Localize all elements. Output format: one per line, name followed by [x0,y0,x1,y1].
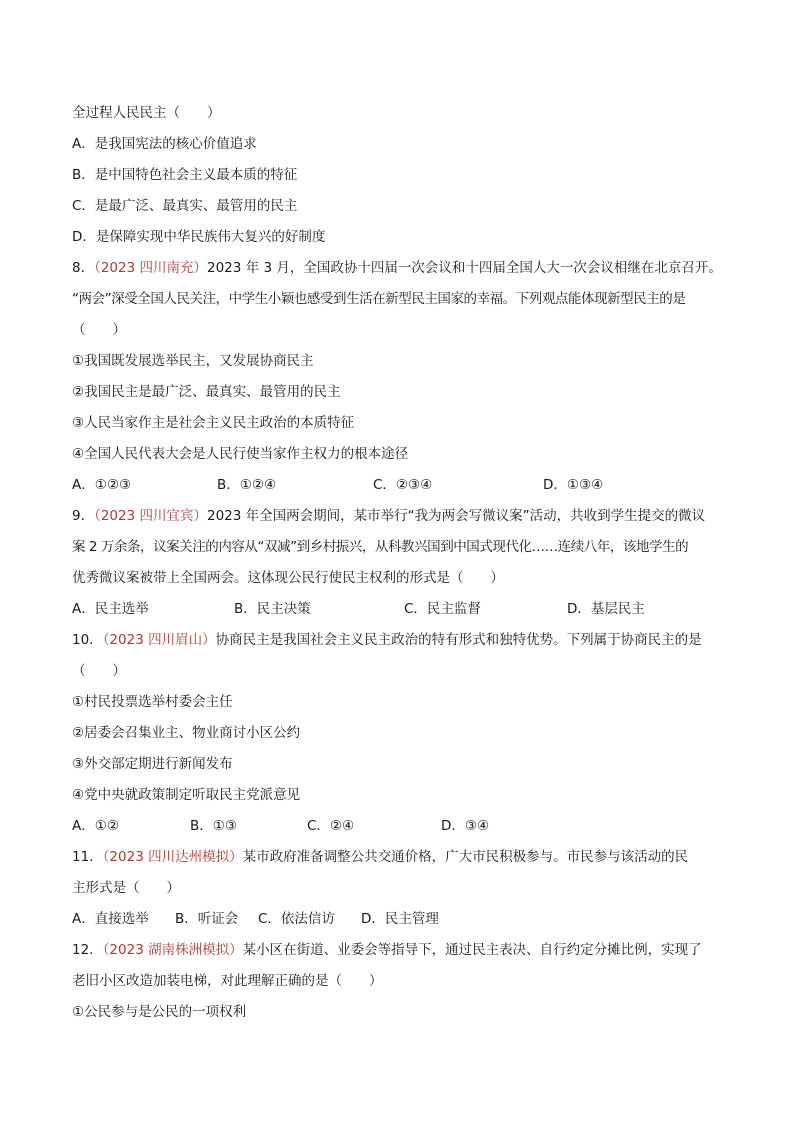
q11-option-c: C．依法信访 [258,911,335,927]
q10-line2: （ ） [72,663,126,679]
q9-number: 9． [72,508,95,524]
q10-text1: 协商民主是我国社会主义民主政治的特有形式和独特优势。下列属于协商民主的是 [215,632,702,648]
q7-option-a: A．是我国宪法的核心价值追求 [72,136,257,152]
q7-stem: 全过程人民民主（ ） [72,105,221,121]
q12-item-1: ①公民参与是公民的一项权利 [72,1004,247,1020]
q10-item-2: ②居委会召集业主、物业商讨小区公约 [72,725,301,741]
q11-line1 [72,842,732,873]
q8-options [72,470,732,501]
q11-option-b: B．听证会 [175,911,239,927]
q12-number: 12． [72,942,103,958]
q10-options [72,811,732,842]
q8-item-4: ④全国人民代表大会是人民行使当家作主权力的根本途径 [72,446,409,462]
q10-option-b: B．①③ [190,818,237,834]
q12-line2: 老旧小区改造加装电梯，对此理解正确的是（ ） [72,973,383,989]
q8-number: 8． [72,260,95,276]
q9-source: （2023 四川宜宾） [94,508,207,524]
q10-option-a: A．①② [72,818,119,834]
q10-option-c: C．②④ [307,818,355,834]
q12-text1: 某小区在街道、业委会等指导下，通过民主表决、自行约定分摊比例，实现了 [242,942,702,958]
q9-option-c: C．民主监督 [404,601,481,617]
q7-option-b: B．是中国特色社会主义最本质的特征 [72,167,298,183]
q11-source: （2023 四川达州模拟） [102,849,243,865]
q8-item-2: ②我国民主是最广泛、最真实、最管用的民主 [72,384,341,400]
q9-options [72,594,732,625]
q12-source: （2023 湖南株洲模拟） [102,942,243,958]
q9-option-b: B．民主决策 [234,601,311,617]
q10-option-d: D．③④ [441,818,490,834]
q9-line1 [72,501,732,532]
q8-option-c: C．②③④ [373,477,433,493]
q10-line1 [72,625,732,656]
document-page [72,98,732,1028]
q10-item-1: ①村民投票选举村委会主任 [72,694,233,710]
q10-number: 10． [72,632,103,648]
q8-line3: （ ） [72,322,126,338]
q7-option-d: D．是保障实现中华民族伟大复兴的好制度 [72,229,326,245]
q11-text1: 某市政府准备调整公共交通价格，广大市民积极参与。市民参与该活动的民 [242,849,689,865]
q12-line1 [72,935,732,966]
q9-text1: 2023 年全国两会期间，某市举行“我为两会写微议案”活动，共收到学生提交的微议 [207,508,706,524]
q11-number: 11． [72,849,103,865]
q8-text1: 2023 年 3 月，全国政协十四届一次会议和十四届全国人大一次会议相继在北京召开。 [207,260,722,276]
q8-option-a: A．①②③ [72,477,132,493]
q8-source: （2023 四川南充） [94,260,207,276]
q11-option-d: D．民主管理 [361,911,439,927]
q9-line2: 案 2 万余条，议案关注的内容从“双减”到乡村振兴，从科教兴国到中国式现代化……连续八年，该地学生的 [72,539,689,555]
q8-line1 [72,253,732,284]
q9-option-d: D．基层民主 [567,601,645,617]
q11-option-a: A．直接选举 [72,911,149,927]
q11-line2: 主形式是（ ） [72,880,180,896]
q8-option-b: B．①②④ [217,477,277,493]
q10-item-4: ④党中央就政策制定听取民主党派意见 [72,787,301,803]
q9-option-a: A．民主选举 [72,601,149,617]
q8-line2: “两会”深受全国人民关注，中学生小颖也感受到生活在新型民主国家的幸福。下列观点能体现新型民主的是 [72,291,686,307]
q8-item-1: ①我国既发展选举民主，又发展协商民主 [72,353,314,369]
q7-option-c: C．是最广泛、最真实、最管用的民主 [72,198,298,214]
q8-option-d: D．①③④ [543,477,604,493]
q11-options [72,904,732,935]
q10-source: （2023 四川眉山） [102,632,216,648]
q10-item-3: ③外交部定期进行新闻发布 [72,756,233,772]
q9-line3: 优秀微议案被带上全国两会。这体现公民行使民主权利的形式是（ ） [72,570,504,586]
q8-item-3: ③人民当家作主是社会主义民主政治的本质特征 [72,415,355,431]
